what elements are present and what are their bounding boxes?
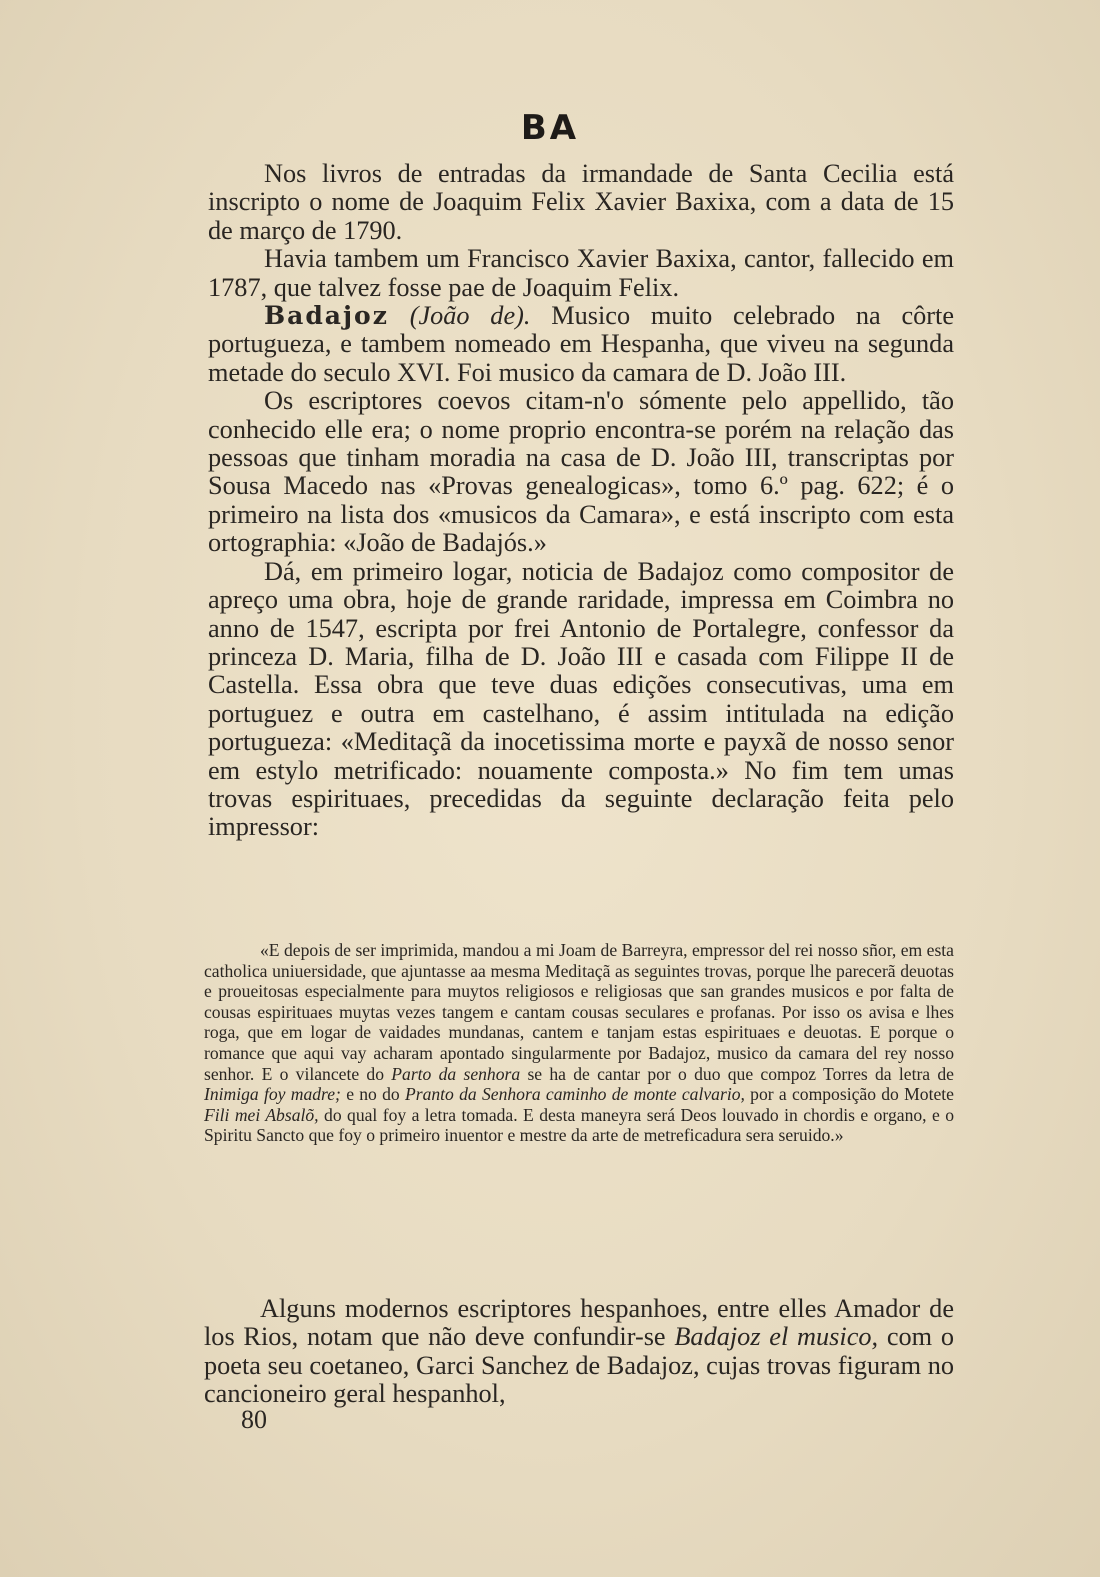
quote-text: do qual foy a letra tomada. E desta maneyra será Deos louvado in chordis e organo, e o Spiritu Sancto que foy o primeiro inuentor e mestre da arte de metreficadura sera seruido.»: [204, 1104, 954, 1146]
page-number: 80: [241, 1405, 267, 1434]
main-text: [208, 160, 954, 842]
quote-title: Fili mei Absalõ,: [204, 1104, 319, 1125]
paragraph-baxixa-cantor: Havia tambem um Francisco Xavier Baxixa, cantor, fallecido em 1787, que talvez fosse pae de Joaquim Felix.: [208, 244, 954, 302]
entry-text: Musico muito celebrado na côrte portugueza, e tambem nomeado em Hespanha, que viveu na segunda metade do seculo XVI. Foi musico da camara de D. João III.: [208, 301, 955, 387]
quote-text: se ha de cantar por o duo que compoz Torres da letra de: [527, 1063, 954, 1084]
running-head: BA: [520, 108, 580, 148]
paragraph-escriptores: Os escriptores coevos citam-n'o sómente pelo appellido, tão conhecido elle era; o nome proprio encontra-se porém na relação das pessoas que tinham moradia na casa de D. João III, transcriptas por Sousa Macedo nas «Provas genealogicas», tomo 6.º pag. 622; é o primeiro na lista dos «musicos da Camara», e está inscripto com esta ortographia: «João de Badajós.»: [208, 386, 954, 558]
quote-paragraph: [204, 940, 954, 1146]
entry-qualifier: (João de).: [409, 301, 531, 331]
paragraph-badajoz-entry: [208, 302, 954, 387]
quote-title: Pranto da Senhora caminho de monte calvario,: [404, 1084, 745, 1105]
quote-text: e no do: [346, 1084, 400, 1105]
closing-title: Badajoz el musico,: [674, 1322, 879, 1352]
paragraph-baxixa-entry: Nos livros de entradas da irmandade de Santa Cecilia está inscripto o nome de Joaquim Felix Xavier Baxixa, com a data de 15 de março de 1790.: [208, 159, 954, 245]
block-quote: [204, 940, 954, 1146]
closing-text-part: com o poeta seu coetaneo, Garci Sanchez de Badajoz, cujas trovas figuram no cancioneiro geral hespanhol,: [204, 1322, 955, 1409]
quote-title: Inimiga foy madre;: [204, 1084, 341, 1105]
closing-text-part: Alguns modernos escriptores hespanhoes, entre elles Amador de los Rios, notam que não deve confundir-se: [204, 1294, 954, 1352]
quote-text: «E depois de ser imprimida, mandou a mi Joam de Barreyra, empressor del rei nosso sñor, em esta catholica uniuersidade, que ajuntasse aa mesma Meditaçã as seguintes trovas, porque lhe parecerã deuotas e proueitosas especialmente para muytos religiosos e religiosas que san grandes musicos e por falta de cousas espirituaes muytas vezes tangem e cantam cousas seculares e profanas. Por isso os avisa e lhes roga, que em logar de vaidades mundanas, cantem e tanjam estas espirituaes e deuotas. E porque o romance que aqui vay acharam apontado singularmente por Badajoz, musico da camara del rey nosso senhor. E o vilancete do: [204, 940, 954, 1084]
closing-text: [204, 1295, 954, 1409]
quote-text: por a composição do Motete: [750, 1084, 954, 1105]
entry-headword: Badajoz: [264, 301, 389, 331]
paragraph-compositor: Dá, em primeiro logar, noticia de Badajoz como compositor de apreço uma obra, hoje de grande raridade, impressa em Coimbra no anno de 1547, escripta por frei Antonio de Portalegre, confessor da princeza D. Maria, filha de D. João III e casada com Filippe II de Castella. Essa obra que teve duas edições consecutivas, uma em portuguez e outra em castelhano, é assim intitulada na edição portugueza: «Meditaçã da inocetissima morte e payxã de nosso senor em estylo metrificado: nouamente composta.» No fim tem umas trovas espirituaes, precedidas da seguinte declaração feita pelo impressor:: [208, 556, 954, 842]
quote-title: Parto da senhora: [391, 1063, 521, 1084]
paragraph-modernos: [204, 1295, 954, 1409]
